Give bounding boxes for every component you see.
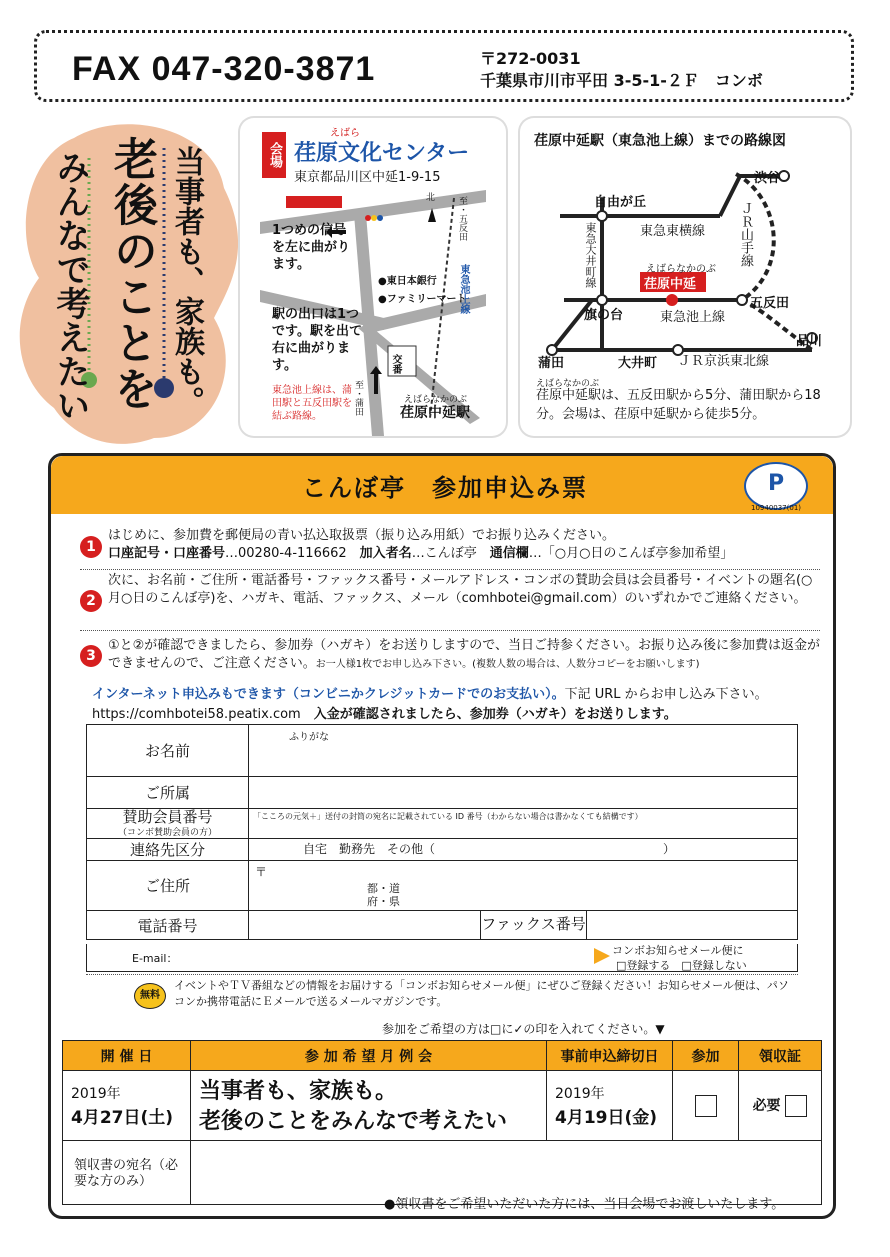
receipt-checkbox[interactable]	[785, 1095, 807, 1117]
address-field[interactable]	[249, 861, 798, 911]
bank-landmark: ●東日本銀行	[378, 276, 437, 287]
north-label: 北	[426, 193, 436, 203]
header-deadline: 事前申込締切日	[547, 1041, 673, 1071]
route-desc-ruby: えばらなかのぶ	[536, 379, 600, 389]
familymart-landmark: ●ファミリーマート	[378, 294, 467, 305]
deadline-date: 4月19日(金)	[555, 1108, 658, 1128]
contact-type-field[interactable]	[249, 839, 798, 861]
turn-note: 1つめの信号を左に曲がります。	[272, 223, 351, 272]
station-ebaranakanobu: 荏原中延	[644, 277, 697, 292]
venue-tag: 会場	[262, 132, 286, 178]
fax-label: ファックス番号	[481, 911, 587, 939]
station-name: 荏原中延駅	[400, 405, 470, 421]
event-year: 2019年	[71, 1086, 121, 1102]
mail-news-options[interactable]: □登録する □登録しない	[616, 959, 747, 972]
venue-name: 荏原文化センター	[294, 141, 470, 166]
station-shinagawa: 品川	[796, 334, 823, 349]
station-jiyugaoka: 自由が丘	[594, 195, 647, 210]
internet-apply-instr: 下記 URL からお申し込み下さい。	[564, 687, 768, 702]
internet-apply-line	[92, 683, 768, 702]
internet-apply-lead: インターネット申込みもできます（コンビニかクレジットカードでのお支払い）。	[92, 687, 565, 702]
contact-type-options: 自宅 勤務先 その他（ ）	[303, 842, 676, 856]
mail-news-label: コンボお知らせメール便に	[612, 944, 744, 957]
tagline-line3: みんなで考えたい	[50, 150, 90, 422]
event-title-1: 当事者も、家族も。	[199, 1077, 398, 1104]
deadline-year: 2019年	[555, 1086, 605, 1102]
phone-fax-cell	[249, 911, 798, 940]
line-ooimachi: 東急大井町線	[584, 222, 597, 288]
attend-cell	[673, 1071, 739, 1141]
name-field[interactable]	[249, 725, 798, 777]
step3-main: ①と②が確認できましたら、参加券（ハガキ）をお送りしますので、当日ご持参ください。お振り込み後に参加費は返金ができませんので、ご注意ください。	[108, 638, 821, 671]
header-attend: 参加	[673, 1041, 739, 1071]
mail-news-description: イベントやＴＶ番組などの情報をお届けする「コンボお知らせメール便」にぜひご登録ください！お知らせメール便は、パソコンか携帯電話にＥメールで送るメールマガジンです。	[174, 979, 789, 1008]
step1-line1: はじめに、参加費を郵便局の青い払込取扱票（振り込み用紙）でお振り込みください。	[108, 528, 616, 543]
furigana-label: ふりがな	[289, 732, 329, 743]
station-hatanodai: 旗の台	[584, 308, 624, 323]
receipt-need-label: 必要	[752, 1097, 781, 1114]
affiliation-field[interactable]	[249, 777, 798, 809]
address-label: ご住所	[87, 861, 249, 911]
venue-address: 東京都品川区中延1-9-15	[294, 170, 441, 185]
contact-type-label: 連絡先区分	[87, 839, 249, 861]
member-number-field[interactable]	[249, 809, 798, 839]
fax-field[interactable]	[587, 911, 797, 939]
triangle-arrow-icon	[594, 948, 610, 964]
step1-text	[108, 527, 824, 563]
station-ebara-ruby: えばらなかのぶ	[646, 264, 716, 275]
divider	[80, 630, 820, 631]
exit-note: 駅の出口は1つです。駅を出て右に曲がります。	[272, 307, 362, 373]
line-toyoko: 東急東横線	[640, 224, 706, 239]
prefecture-label-2: 府・県	[367, 895, 400, 908]
member-number-sub: （コンボ賛助会員の方）	[117, 827, 217, 838]
ikegami-line-label: 東急池上線	[458, 264, 469, 314]
event-title-cell	[191, 1071, 547, 1141]
direction-kamata: 至・蒲田	[353, 380, 363, 416]
receipt-note: ●領収書をご希望いただいた方には、当日会場でお渡しいたします。	[384, 1197, 785, 1212]
peatix-url[interactable]: https://comhbotei58.peatix.com	[92, 707, 301, 722]
internet-confirm-note: 入金が確認されましたら、参加券（ハガキ）をお送りします。	[313, 707, 677, 722]
postal-code: 〒272-0031	[480, 49, 581, 68]
phone-label: 電話番号	[87, 911, 249, 940]
memo-label: 通信欄	[489, 546, 529, 561]
station-gotanda: 五反田	[750, 296, 790, 311]
divider	[86, 974, 798, 975]
step3-text	[108, 637, 824, 674]
header-event: 参 加 希 望 月 例 会	[191, 1041, 547, 1071]
line-note: 東急池上線は、蒲田駅と五反田駅を結ぶ路線。	[272, 385, 352, 422]
route-title: 荏原中延駅（東急池上線）までの路線図	[534, 133, 786, 149]
direction-gotanda: 至・五反田	[457, 196, 467, 241]
fax-number: FAX 047-320-3871	[72, 50, 376, 88]
station-ruby: えばらなかのぶ	[404, 395, 468, 405]
divider	[80, 569, 820, 570]
step2-text: 次に、お名前・ご住所・電話番号・ファックス番号・メールアドレス・コンボの賛助会員は会員番号・イベントの題名(○月○日のこんぼ亭)を、ハガキ、電話、ファックス、メール（comhbotei@gmail.com）のいずれかでご連絡ください。	[108, 573, 813, 606]
station-kamata: 蒲田	[538, 356, 565, 371]
member-number-hint: 「こころの元気＋」送付の封筒の宛名に記載されている ID 番号（わからない場合は書かなくても結構です）	[253, 812, 643, 821]
header-date: 開 催 日	[63, 1041, 191, 1071]
office-address: 千葉県市川市平田 3-5-1-２Ｆ コンボ	[480, 71, 763, 90]
internet-url-line	[92, 703, 677, 722]
privacy-mark-number: 10940037(01)	[751, 504, 801, 512]
affiliation-label: ご所属	[87, 777, 249, 809]
station-shibuya: 渋谷	[754, 171, 781, 186]
line-keihin: ＪＲ京浜東北線	[678, 354, 770, 369]
entry-table	[86, 724, 798, 940]
receipt-cell	[739, 1071, 822, 1141]
member-number-title: 賛助会員番号	[122, 807, 213, 826]
header-receipt: 領収証	[739, 1041, 822, 1071]
payee-label: 加入者名	[359, 546, 412, 561]
step3-number: 3	[80, 645, 102, 667]
free-badge: 無料	[134, 983, 166, 1009]
step2-number: 2	[80, 590, 102, 612]
account-label: 口座記号・口座番号	[108, 546, 226, 561]
email-label: E-mail：	[132, 952, 178, 965]
step1-line2	[108, 545, 824, 563]
privacy-mark-icon: P	[744, 462, 808, 510]
member-number-label	[87, 809, 249, 839]
name-label: お名前	[87, 725, 249, 777]
event-date-cell	[63, 1071, 191, 1141]
tagline-line1: 当事者も、家族も。	[169, 146, 204, 416]
phone-field[interactable]	[249, 911, 481, 939]
receipt-label: 領収書の宛名（必要な方のみ）	[74, 1158, 179, 1189]
deadline-cell	[547, 1071, 673, 1141]
venue-ruby: えばら	[330, 128, 360, 139]
event-date: 4月27日(土)	[71, 1108, 174, 1128]
step3-note: お一人様1枚でお申し込み下さい。(複数人数の場合は、人数分コピーをお願いします)	[315, 659, 700, 670]
check-instruction: 参加をご希望の方は□に✓の印を入れてください。▼	[382, 1022, 665, 1036]
form-title: こんぼ亭 参加申込み票	[302, 474, 588, 502]
payee-name: …こんぼ亭	[411, 546, 477, 561]
koban-label: 交番	[390, 354, 401, 374]
event-title-2: 老後のことをみんなで考えたい	[199, 1107, 508, 1134]
route-description: 荏原中延駅は、五反田駅から5分、蒲田駅から18分。会場は、荏原中延駅から徒歩5分。	[536, 388, 821, 422]
line-yamanote: ＪＲ山手線	[738, 202, 753, 267]
attend-checkbox[interactable]	[695, 1095, 717, 1117]
prefecture-label-1: 都・道	[367, 882, 400, 895]
station-ooimachi: 大井町	[618, 356, 658, 371]
step1-number: 1	[80, 536, 102, 558]
tagline-line2: 老後のことを	[106, 136, 157, 412]
line-ikegami: 東急池上線	[660, 310, 726, 325]
account-number: …00280-4-116662	[225, 546, 347, 561]
postal-mark: 〒	[255, 865, 268, 879]
memo-value: …「○月○日のこんぼ亭参加希望」	[528, 546, 734, 561]
